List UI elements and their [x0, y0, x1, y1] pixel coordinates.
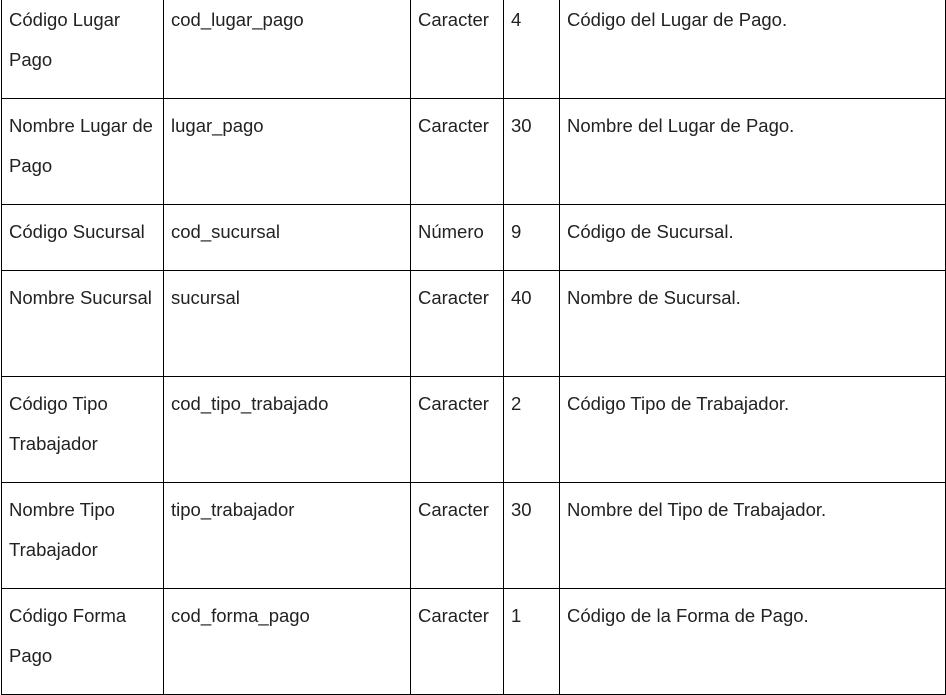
field-type-cell: Caracter	[411, 589, 504, 695]
field-length-cell: 1	[504, 589, 560, 695]
field-type-cell: Caracter	[411, 0, 504, 99]
field-name-cell: tipo_trabajador	[164, 483, 411, 589]
field-length-cell: 9	[504, 205, 560, 271]
field-description-cell: Nombre de Sucursal.	[560, 271, 946, 377]
table-row	[2, 483, 946, 589]
field-type-cell: Caracter	[411, 483, 504, 589]
field-name-cell: lugar_pago	[164, 99, 411, 205]
field-length-cell: 30	[504, 99, 560, 205]
field-label-cell: Nombre Lugar de Pago	[2, 99, 164, 205]
table-row	[2, 205, 946, 271]
field-label-cell: Nombre Tipo Trabajador	[2, 483, 164, 589]
table-row	[2, 589, 946, 695]
field-description-cell: Nombre del Lugar de Pago.	[560, 99, 946, 205]
field-length-cell: 2	[504, 377, 560, 483]
field-description-cell: Código Tipo de Trabajador.	[560, 377, 946, 483]
field-label-cell: Código Tipo Trabajador	[2, 377, 164, 483]
field-description-cell: Nombre del Tipo de Trabajador.	[560, 483, 946, 589]
field-name-cell: cod_forma_pago	[164, 589, 411, 695]
table-row	[2, 0, 946, 99]
field-name-cell: cod_tipo_trabajado	[164, 377, 411, 483]
field-length-cell: 4	[504, 0, 560, 99]
table-row	[2, 99, 946, 205]
table-row	[2, 377, 946, 483]
field-length-cell: 40	[504, 271, 560, 377]
field-label-cell: Código Sucursal	[2, 205, 164, 271]
field-definition-table	[1, 0, 946, 695]
field-type-cell: Caracter	[411, 271, 504, 377]
field-name-cell: cod_lugar_pago	[164, 0, 411, 99]
field-name-cell: sucursal	[164, 271, 411, 377]
field-description-cell: Código de la Forma de Pago.	[560, 589, 946, 695]
field-label-cell: Código Forma Pago	[2, 589, 164, 695]
table-row	[2, 271, 946, 377]
field-label-cell: Código Lugar Pago	[2, 0, 164, 99]
field-description-cell: Código de Sucursal.	[560, 205, 946, 271]
field-name-cell: cod_sucursal	[164, 205, 411, 271]
field-type-cell: Número	[411, 205, 504, 271]
field-description-cell: Código del Lugar de Pago.	[560, 0, 946, 99]
field-type-cell: Caracter	[411, 377, 504, 483]
field-length-cell: 30	[504, 483, 560, 589]
field-label-cell: Nombre Sucursal	[2, 271, 164, 377]
field-type-cell: Caracter	[411, 99, 504, 205]
